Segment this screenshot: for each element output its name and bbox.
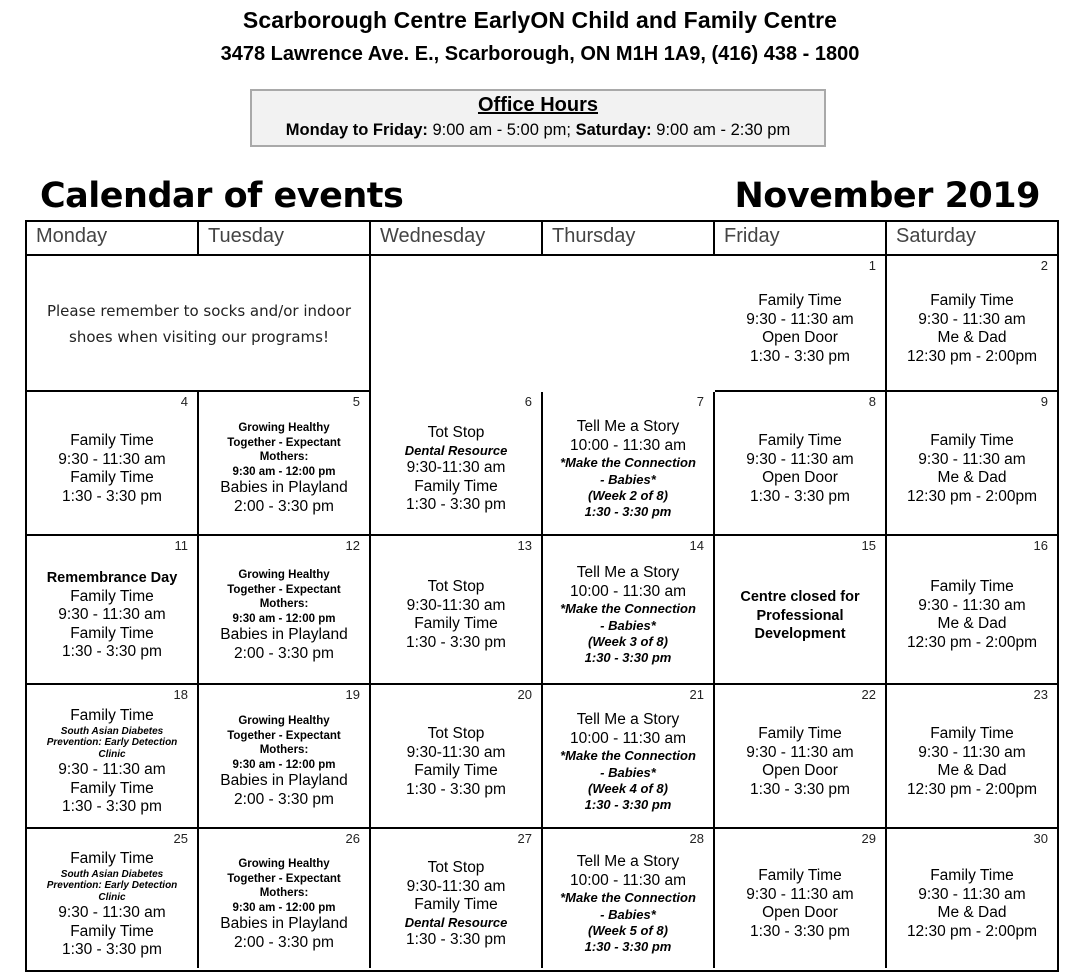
calendar-day-cell bbox=[887, 685, 1057, 829]
event-line: Growing Healthy bbox=[238, 858, 330, 870]
event-line: *Make the Connection bbox=[560, 890, 696, 906]
day-number: 29 bbox=[861, 831, 876, 846]
event-line: 1:30 - 3:30 pm bbox=[406, 780, 506, 798]
event-line: 2:00 - 3:30 pm bbox=[234, 644, 334, 662]
event-list bbox=[543, 418, 713, 521]
event-list bbox=[715, 588, 885, 644]
calendar-day-cell bbox=[887, 392, 1057, 536]
event-list bbox=[543, 711, 713, 814]
event-line: (Week 4 of 8) bbox=[588, 781, 668, 796]
event-line: Tot Stop bbox=[427, 859, 485, 876]
event-line: Tell Me a Story bbox=[576, 711, 680, 728]
event-line: 9:30 - 11:30 am bbox=[58, 903, 166, 921]
event-line: Babies in Playland bbox=[220, 479, 348, 497]
day-header-tuesday: Tuesday bbox=[199, 222, 371, 256]
day-header-wednesday: Wednesday bbox=[371, 222, 543, 256]
event-list bbox=[887, 725, 1057, 799]
event-list bbox=[887, 292, 1057, 366]
event-line: Family Time bbox=[930, 725, 1014, 742]
day-number: 22 bbox=[861, 687, 876, 702]
event-line: South Asian Diabetes bbox=[60, 725, 164, 737]
event-line: 9:30 - 11:30 am bbox=[58, 760, 166, 778]
event-line: Growing Healthy bbox=[238, 715, 330, 727]
event-line: Me & Dad bbox=[937, 615, 1007, 633]
event-list bbox=[887, 578, 1057, 652]
event-line: (Week 5 of 8) bbox=[588, 923, 668, 938]
event-list bbox=[715, 432, 885, 506]
calendar-month: November 2019 bbox=[734, 176, 1040, 216]
office-hours-title: Office Hours bbox=[477, 94, 599, 116]
event-line: Family Time bbox=[414, 762, 498, 780]
event-line: South Asian Diabetes bbox=[60, 868, 164, 880]
calendar-day-cell bbox=[543, 392, 715, 536]
event-line: 1:30 - 3:30 pm bbox=[406, 633, 506, 651]
event-line: Tell Me a Story bbox=[576, 853, 680, 870]
calendar-grid bbox=[25, 220, 1059, 972]
event-line: 1:30 - 3:30 pm bbox=[62, 941, 162, 959]
event-line: Open Door bbox=[762, 329, 838, 347]
event-line: Family Time bbox=[930, 432, 1014, 449]
event-line: Me & Dad bbox=[937, 329, 1007, 347]
day-number: 25 bbox=[173, 831, 188, 846]
event-line: 12:30 pm - 2:00pm bbox=[906, 487, 1038, 505]
event-line: 9:30 - 11:30 am bbox=[918, 885, 1026, 903]
event-line: 10:00 - 11:30 am bbox=[569, 729, 687, 747]
event-line: Clinic bbox=[98, 749, 126, 761]
day-number: 13 bbox=[517, 538, 532, 553]
event-line: 10:00 - 11:30 am bbox=[569, 436, 687, 454]
event-line: Open Door bbox=[762, 762, 838, 780]
event-line: Tell Me a Story bbox=[576, 564, 680, 581]
event-line: *Make the Connection bbox=[560, 748, 696, 764]
day-number: 2 bbox=[1040, 258, 1048, 273]
event-line: Babies in Playland bbox=[220, 772, 348, 790]
event-list bbox=[887, 432, 1057, 506]
day-number: 5 bbox=[352, 394, 360, 409]
calendar-day-cell bbox=[27, 829, 199, 968]
event-line: Centre closed for bbox=[740, 589, 860, 605]
day-number: 12 bbox=[345, 538, 360, 553]
day-number: 1 bbox=[868, 258, 876, 273]
saturday-label: Saturday: bbox=[575, 121, 652, 139]
event-line: Family Time bbox=[758, 867, 842, 884]
event-line: 1:30 - 3:30 pm bbox=[584, 650, 672, 666]
reminder-cell bbox=[27, 256, 371, 392]
calendar-day-cell bbox=[887, 536, 1057, 685]
event-line: 1:30 - 3:30 pm bbox=[62, 798, 162, 816]
day-number: 8 bbox=[868, 394, 876, 409]
event-line: 10:00 - 11:30 am bbox=[569, 871, 687, 889]
event-line: 1:30 - 3:30 pm bbox=[584, 939, 672, 955]
event-line: 10:00 - 11:30 am bbox=[569, 582, 687, 600]
event-line: Mothers: bbox=[259, 451, 309, 464]
event-line: 1:30 - 3:30 pm bbox=[406, 931, 506, 949]
event-line: 9:30-11:30 am bbox=[406, 877, 506, 895]
calendar-day-cell bbox=[371, 685, 543, 829]
event-list bbox=[371, 859, 541, 950]
day-number: 23 bbox=[1033, 687, 1048, 702]
calendar-day-cell bbox=[199, 536, 371, 685]
event-list bbox=[199, 568, 369, 664]
office-hours-line bbox=[252, 121, 824, 140]
calendar-day-cell bbox=[543, 536, 715, 685]
event-line: Tot Stop bbox=[427, 424, 485, 441]
reminder-note bbox=[27, 298, 371, 350]
event-line: Family Time bbox=[930, 292, 1014, 309]
event-line: - Babies* bbox=[600, 471, 656, 487]
event-line: Mothers: bbox=[259, 598, 309, 611]
event-line: 9:30 - 11:30 am bbox=[58, 450, 166, 468]
calendar-day-cell bbox=[715, 536, 887, 685]
calendar-day-cell bbox=[199, 685, 371, 829]
event-line: Together - Expectant bbox=[227, 729, 341, 742]
event-line: Family Time bbox=[70, 469, 154, 487]
reminder-note-line: shoes when visiting our programs! bbox=[69, 328, 329, 346]
event-line: 9:30 am - 12:00 pm bbox=[232, 901, 336, 914]
event-line: Dental Resource bbox=[404, 442, 508, 458]
event-list bbox=[371, 725, 541, 799]
event-line: Family Time bbox=[758, 432, 842, 449]
day-header-friday: Friday bbox=[715, 222, 887, 256]
event-line: 12:30 pm - 2:00pm bbox=[906, 922, 1038, 940]
event-line: Tot Stop bbox=[427, 578, 485, 595]
event-line: 9:30 - 11:30 am bbox=[746, 885, 854, 903]
event-list bbox=[27, 707, 197, 817]
calendar-day-cell bbox=[715, 685, 887, 829]
event-line: Family Time bbox=[70, 922, 154, 940]
event-line: 1:30 - 3:30 pm bbox=[62, 487, 162, 505]
event-line: Me & Dad bbox=[937, 762, 1007, 780]
day-number: 30 bbox=[1033, 831, 1048, 846]
day-number: 7 bbox=[696, 394, 704, 409]
event-line: 9:30 - 11:30 am bbox=[746, 743, 854, 761]
event-line: Clinic bbox=[98, 892, 126, 904]
event-line: Family Time bbox=[930, 867, 1014, 884]
centre-name: Scarborough Centre EarlyON Child and Family Centre bbox=[242, 7, 838, 33]
event-line: 2:00 - 3:30 pm bbox=[234, 790, 334, 808]
event-line: Together - Expectant bbox=[227, 872, 341, 885]
day-number: 21 bbox=[689, 687, 704, 702]
event-line: 9:30 - 11:30 am bbox=[918, 743, 1026, 761]
day-number: 28 bbox=[689, 831, 704, 846]
event-line: 9:30 - 11:30 am bbox=[58, 606, 166, 624]
day-number: 9 bbox=[1040, 394, 1048, 409]
calendar-day-cell bbox=[199, 829, 371, 968]
calendar-day-cell bbox=[27, 536, 199, 685]
calendar-day-cell bbox=[715, 392, 887, 536]
event-line: Family Time bbox=[70, 707, 154, 724]
calendar-day-cell bbox=[27, 685, 199, 829]
event-list bbox=[27, 432, 197, 506]
event-line: 9:30-11:30 am bbox=[406, 743, 506, 761]
event-list bbox=[199, 714, 369, 810]
event-line: Growing Healthy bbox=[238, 422, 330, 434]
event-line: Family Time bbox=[930, 578, 1014, 595]
event-list bbox=[371, 578, 541, 652]
day-number: 11 bbox=[174, 538, 188, 553]
event-line: Family Time bbox=[758, 292, 842, 309]
event-line: Dental Resource bbox=[404, 914, 508, 930]
calendar-title: Calendar of events bbox=[40, 176, 404, 216]
weekday-label: Monday to Friday: bbox=[285, 121, 428, 139]
event-line: Together - Expectant bbox=[227, 436, 341, 449]
event-line: Me & Dad bbox=[937, 904, 1007, 922]
event-line: Family Time bbox=[70, 779, 154, 797]
event-line: 9:30 - 11:30 am bbox=[918, 310, 1026, 328]
event-list bbox=[199, 857, 369, 953]
event-list bbox=[715, 292, 885, 366]
day-number: 27 bbox=[517, 831, 532, 846]
event-line: Family Time bbox=[414, 477, 498, 495]
event-list bbox=[715, 725, 885, 799]
event-line: Tot Stop bbox=[427, 725, 485, 742]
day-number: 4 bbox=[180, 394, 188, 409]
day-number: 15 bbox=[861, 538, 876, 553]
event-list bbox=[887, 867, 1057, 941]
event-line: Family Time bbox=[70, 432, 154, 449]
day-number: 20 bbox=[517, 687, 532, 702]
event-line: 9:30-11:30 am bbox=[406, 596, 506, 614]
event-line: Me & Dad bbox=[937, 469, 1007, 487]
day-header-thursday: Thursday bbox=[543, 222, 715, 256]
event-line: Babies in Playland bbox=[220, 915, 348, 933]
event-list bbox=[371, 424, 541, 515]
event-line: Family Time bbox=[70, 850, 154, 867]
event-line: 9:30 - 11:30 am bbox=[918, 450, 1026, 468]
event-line: 9:30 am - 12:00 pm bbox=[232, 758, 336, 771]
event-line: 1:30 - 3:30 pm bbox=[584, 504, 672, 520]
event-line: 1:30 - 3:30 pm bbox=[750, 347, 850, 365]
event-line: Development bbox=[754, 626, 846, 643]
calendar-day-cell bbox=[887, 829, 1057, 968]
event-line: - Babies* bbox=[600, 764, 656, 780]
event-line: - Babies* bbox=[600, 906, 656, 922]
event-line: Family Time bbox=[70, 587, 154, 605]
event-line: Mothers: bbox=[259, 744, 309, 757]
calendar-day-cell bbox=[371, 536, 543, 685]
calendar-day-cell bbox=[371, 392, 543, 536]
day-header-monday: Monday bbox=[27, 222, 199, 256]
event-line: *Make the Connection bbox=[560, 601, 696, 617]
event-line: Open Door bbox=[762, 469, 838, 487]
event-list bbox=[27, 850, 197, 960]
event-line: 9:30 - 11:30 am bbox=[918, 596, 1026, 614]
event-line: 9:30 am - 12:00 pm bbox=[232, 612, 336, 625]
event-list bbox=[27, 569, 197, 662]
event-list bbox=[199, 421, 369, 517]
event-line: 12:30 pm - 2:00pm bbox=[906, 347, 1038, 365]
event-line: 9:30 - 11:30 am bbox=[746, 310, 854, 328]
event-line: Family Time bbox=[70, 624, 154, 642]
event-line: Open Door bbox=[762, 904, 838, 922]
event-line: 1:30 - 3:30 pm bbox=[406, 496, 506, 514]
calendar-day-cell bbox=[27, 392, 199, 536]
event-line: Prevention: Early Detection bbox=[46, 880, 178, 892]
event-line: Family Time bbox=[414, 896, 498, 914]
day-number: 14 bbox=[689, 538, 704, 553]
event-list bbox=[715, 867, 885, 941]
event-line: 12:30 pm - 2:00pm bbox=[906, 780, 1038, 798]
calendar-day-cell bbox=[543, 685, 715, 829]
calendar-day-cell bbox=[887, 256, 1057, 392]
event-line: Prevention: Early Detection bbox=[46, 737, 178, 749]
event-line: (Week 3 of 8) bbox=[588, 634, 668, 649]
event-line: 12:30 pm - 2:00pm bbox=[906, 633, 1038, 651]
calendar-day-cell bbox=[715, 829, 887, 968]
event-line: 1:30 - 3:30 pm bbox=[750, 780, 850, 798]
day-number: 26 bbox=[345, 831, 360, 846]
event-line: Tell Me a Story bbox=[576, 418, 680, 435]
event-line: Family Time bbox=[414, 615, 498, 633]
centre-address: 3478 Lawrence Ave. E., Scarborough, ON M1H 1A9, (416) 438 - 1800 bbox=[220, 43, 860, 65]
event-line: Professional bbox=[756, 607, 844, 624]
event-line: Mothers: bbox=[259, 887, 309, 900]
calendar-day-cell bbox=[371, 829, 543, 968]
day-header-saturday: Saturday bbox=[887, 222, 1057, 256]
event-line: Family Time bbox=[758, 725, 842, 742]
event-line: 1:30 - 3:30 pm bbox=[62, 643, 162, 661]
day-number: 16 bbox=[1033, 538, 1048, 553]
event-line: 9:30 am - 12:00 pm bbox=[232, 465, 336, 478]
event-line: 2:00 - 3:30 pm bbox=[234, 933, 334, 951]
day-number: 6 bbox=[524, 394, 532, 409]
event-list bbox=[543, 853, 713, 956]
event-line: *Make the Connection bbox=[560, 455, 696, 471]
calendar-day-cell bbox=[715, 256, 887, 392]
event-line: Together - Expectant bbox=[227, 583, 341, 596]
event-line: 9:30-11:30 am bbox=[406, 459, 506, 476]
calendar-day-cell bbox=[543, 829, 715, 968]
reminder-note-line: Please remember to socks and/or indoor bbox=[46, 302, 352, 320]
event-line: 2:00 - 3:30 pm bbox=[234, 497, 334, 515]
weekday-hours: 9:00 am - 5:00 pm; bbox=[432, 121, 571, 139]
calendar-day-cell bbox=[199, 392, 371, 536]
saturday-hours: 9:00 am - 2:30 pm bbox=[656, 121, 791, 139]
event-line: 9:30 - 11:30 am bbox=[746, 450, 854, 468]
office-hours-box bbox=[250, 89, 826, 147]
event-line: 1:30 - 3:30 pm bbox=[584, 797, 672, 813]
event-line: 1:30 - 3:30 pm bbox=[750, 487, 850, 505]
event-line: - Babies* bbox=[600, 617, 656, 633]
day-number: 18 bbox=[173, 687, 188, 702]
event-line: (Week 2 of 8) bbox=[588, 488, 668, 503]
event-list bbox=[543, 564, 713, 667]
day-number: 19 bbox=[345, 687, 360, 702]
event-line: Remembrance Day bbox=[46, 570, 178, 586]
event-line: 1:30 - 3:30 pm bbox=[750, 922, 850, 940]
event-line: Growing Healthy bbox=[238, 569, 330, 581]
event-line: Babies in Playland bbox=[220, 626, 348, 644]
